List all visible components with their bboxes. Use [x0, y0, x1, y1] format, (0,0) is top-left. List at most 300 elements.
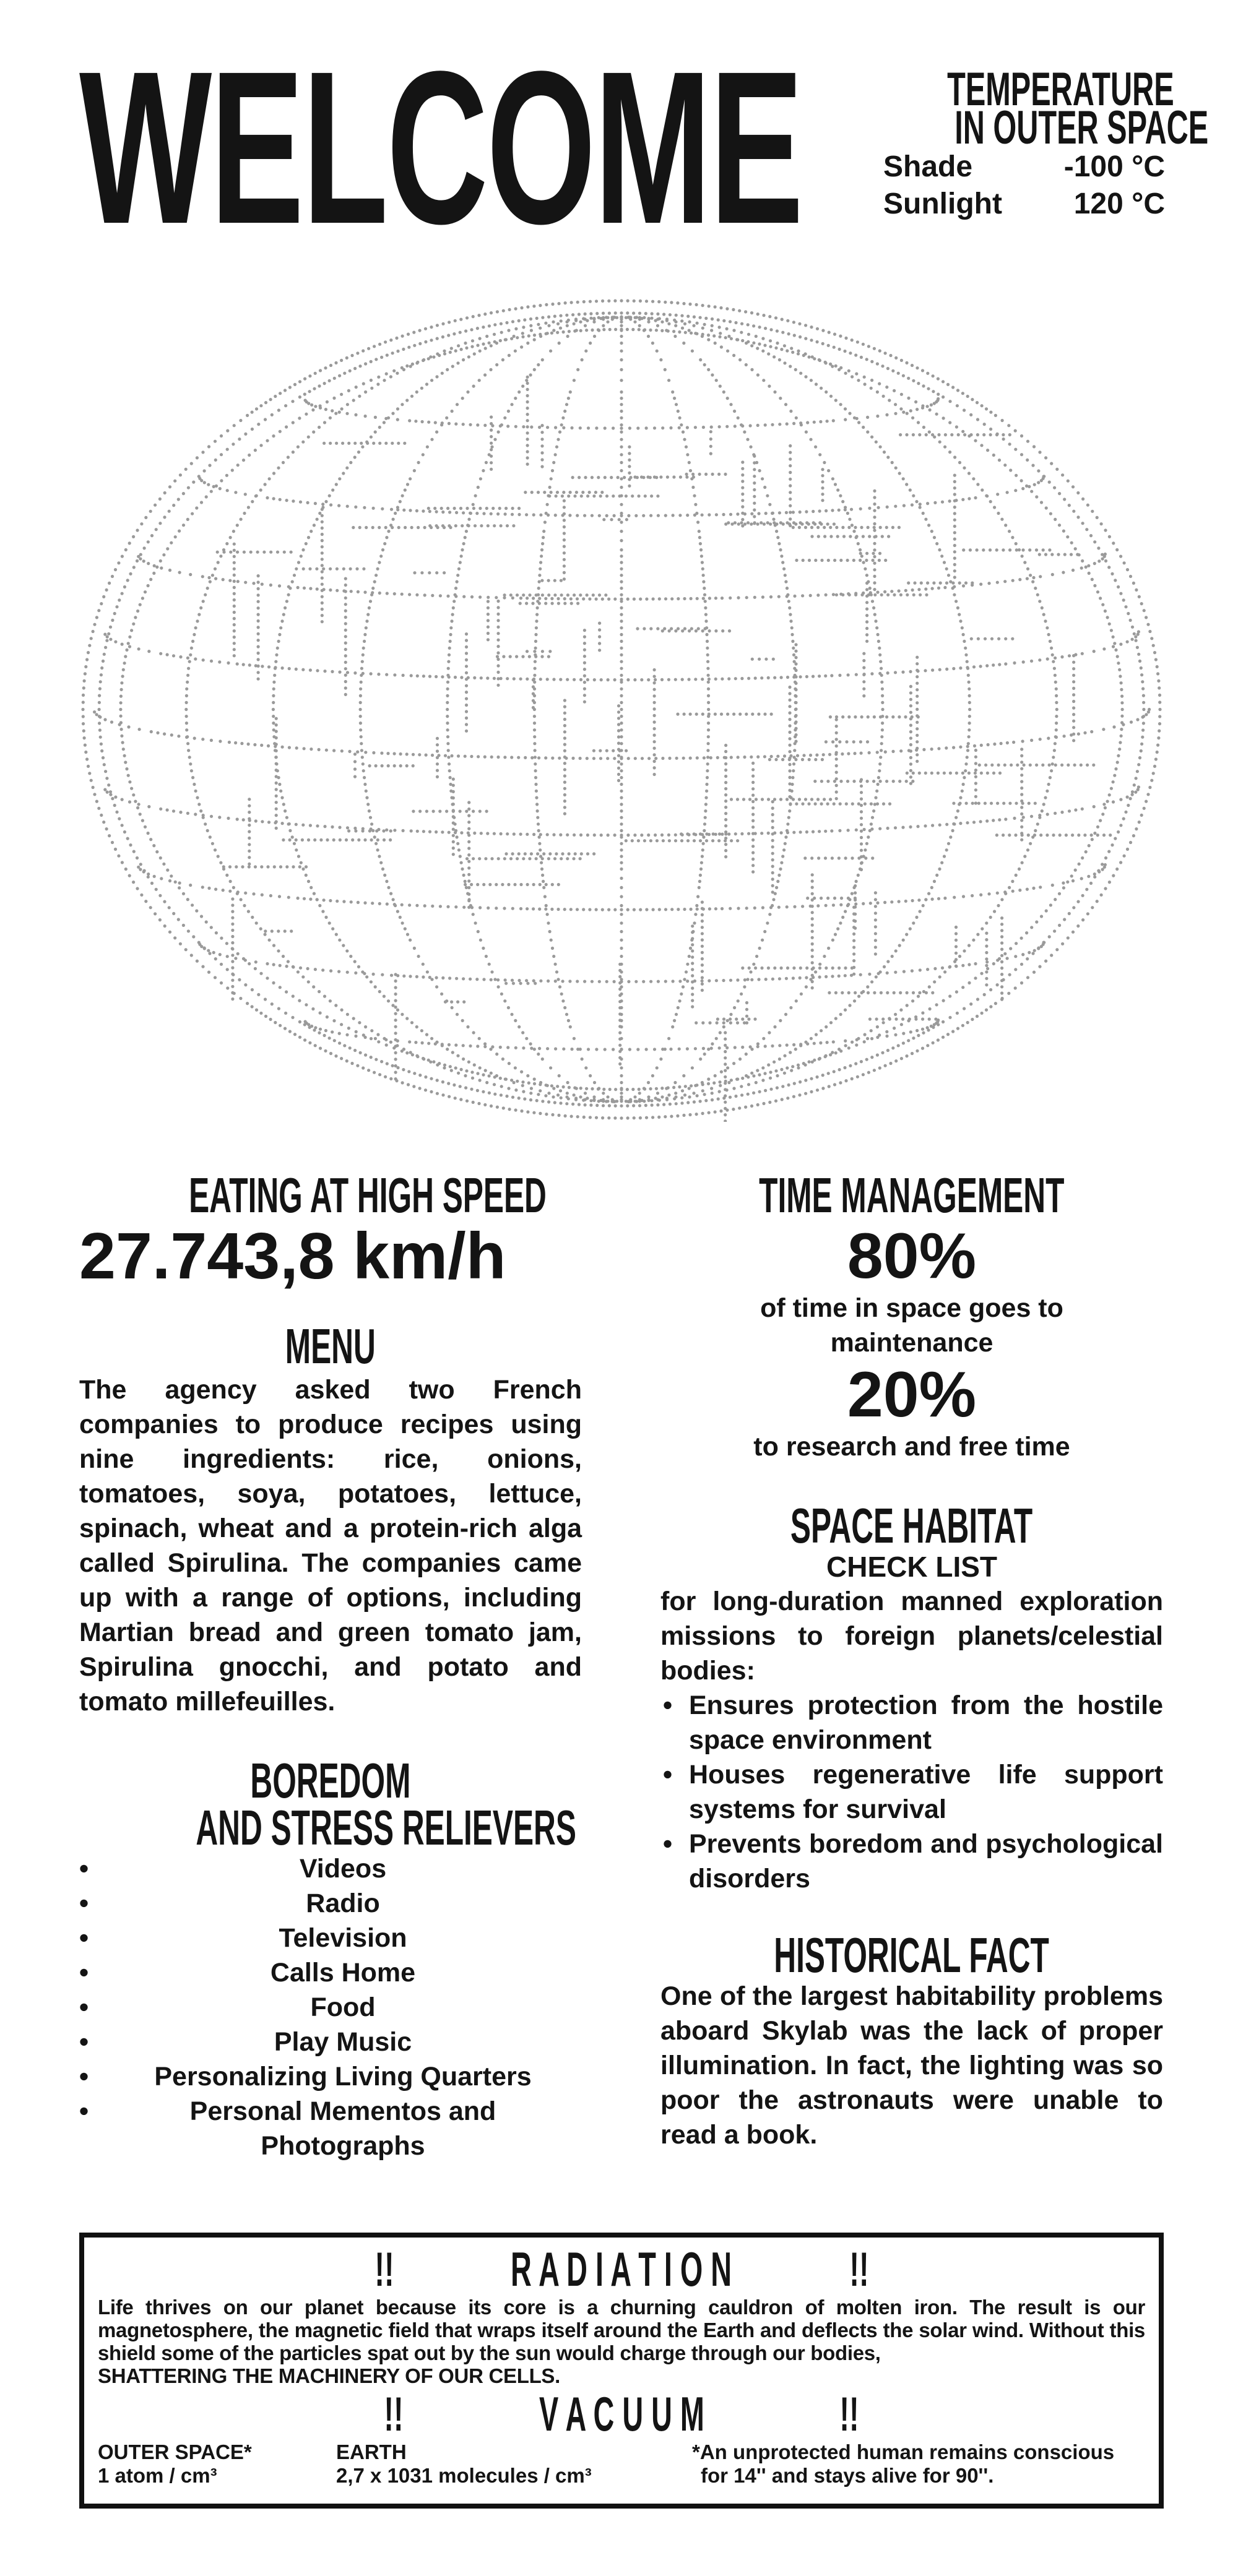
- globe-dot: [711, 1042, 714, 1045]
- globe-dot: [804, 1041, 807, 1044]
- globe-dot: [1026, 848, 1029, 851]
- globe-dot: [545, 512, 548, 515]
- globe-dot: [811, 905, 814, 908]
- globe-dot: [306, 501, 310, 504]
- globe-dot: [1023, 561, 1026, 564]
- globe-dot: [293, 1033, 297, 1036]
- globe-dot: [586, 757, 589, 760]
- globe-dot: [93, 710, 96, 713]
- globe-dot: [297, 561, 300, 564]
- globe-dot: [168, 510, 171, 513]
- globe-dot: [272, 497, 275, 500]
- globe-dot: [284, 1027, 287, 1030]
- globe-dot: [658, 597, 661, 600]
- globe-dot: [466, 1025, 469, 1028]
- globe-dot: [790, 347, 793, 350]
- globe-dot: [558, 757, 561, 760]
- globe-dot: [1020, 767, 1023, 770]
- globe-dot: [554, 453, 557, 456]
- globe-dot: [676, 301, 679, 304]
- globe-dot: [483, 1103, 487, 1106]
- globe-dot: [452, 606, 455, 610]
- globe-dot: [119, 708, 122, 711]
- globe-dot: [694, 503, 697, 506]
- globe-dot: [855, 1043, 858, 1046]
- globe-dot: [788, 686, 791, 689]
- globe-dot: [344, 603, 347, 606]
- globe-dot: [291, 835, 294, 838]
- globe-dot: [870, 387, 873, 390]
- globe-dot: [344, 693, 347, 696]
- globe-dot: [220, 937, 223, 940]
- globe-dot: [1061, 942, 1064, 946]
- globe-dot: [601, 299, 604, 303]
- globe-dot: [275, 788, 278, 791]
- globe-dot: [949, 835, 952, 838]
- globe-dot: [194, 626, 197, 629]
- globe-dot: [620, 762, 623, 765]
- globe-dot: [830, 674, 833, 677]
- globe-dot: [662, 1103, 665, 1106]
- globe-dot: [570, 1048, 573, 1051]
- globe-dot: [238, 978, 241, 981]
- globe-dot: [928, 1017, 931, 1020]
- globe-dot: [781, 855, 784, 858]
- globe-dot: [554, 963, 557, 966]
- globe-dot: [620, 1116, 623, 1119]
- globe-dot: [704, 600, 707, 603]
- globe-dot: [264, 933, 267, 936]
- globe-dot: [1126, 568, 1129, 571]
- globe-dot: [461, 1019, 464, 1022]
- globe-dot: [1093, 650, 1096, 653]
- globe-dot: [465, 1100, 469, 1103]
- globe-dot: [579, 857, 582, 860]
- globe-dot: [1101, 558, 1104, 561]
- globe-dot: [335, 483, 338, 486]
- globe-dot: [493, 524, 496, 527]
- globe-dot: [639, 598, 642, 601]
- globe-dot: [399, 752, 402, 756]
- globe-dot: [342, 944, 345, 947]
- globe-dot: [277, 640, 280, 643]
- globe-dot: [937, 393, 940, 396]
- globe-dot: [714, 597, 717, 600]
- globe-dot: [280, 619, 284, 622]
- globe-dot: [1020, 981, 1023, 984]
- globe-dot: [478, 379, 481, 382]
- globe-dot: [485, 955, 488, 958]
- globe-dot: [1004, 892, 1007, 895]
- globe-dot: [231, 960, 234, 963]
- globe-dot: [1101, 812, 1104, 816]
- globe-dot: [563, 705, 566, 709]
- globe-dot: [761, 1079, 764, 1082]
- globe-dot: [490, 422, 493, 425]
- globe-dot: [1146, 623, 1149, 626]
- globe-dot: [547, 1100, 550, 1103]
- globe-dot: [620, 769, 623, 772]
- globe-dot: [620, 667, 623, 670]
- globe-dot: [1061, 473, 1064, 476]
- globe-dot: [1113, 642, 1116, 645]
- globe-dot: [552, 1087, 555, 1090]
- globe-dot: [623, 476, 626, 479]
- globe-dot: [362, 647, 365, 650]
- globe-dot: [337, 970, 340, 973]
- globe-dot: [279, 498, 282, 501]
- globe-dot: [1081, 894, 1084, 897]
- globe-dot: [534, 640, 537, 643]
- globe-dot: [911, 364, 914, 367]
- globe-dot: [753, 515, 756, 518]
- globe-dot: [447, 667, 450, 670]
- globe-dot: [1147, 710, 1150, 713]
- globe-dot: [526, 342, 529, 345]
- globe-dot: [967, 772, 971, 775]
- globe-dot: [401, 335, 404, 338]
- globe-dot: [886, 827, 890, 830]
- globe-dot: [212, 485, 215, 488]
- globe-dot: [877, 783, 880, 786]
- globe-dot: [1140, 749, 1143, 752]
- globe-dot: [767, 676, 770, 679]
- globe-dot: [570, 426, 573, 429]
- globe-dot: [461, 524, 464, 527]
- globe-dot: [1102, 803, 1106, 806]
- globe-dot: [490, 1105, 493, 1108]
- globe-dot: [689, 947, 692, 950]
- globe-dot: [810, 1037, 813, 1040]
- globe-dot: [806, 421, 809, 424]
- globe-dot: [1000, 941, 1003, 944]
- globe-dot: [147, 584, 150, 587]
- globe-dot: [565, 1095, 568, 1098]
- globe-dot: [617, 742, 620, 745]
- globe-dot: [191, 903, 194, 907]
- globe-dot: [310, 747, 313, 751]
- globe-dot: [738, 1058, 742, 1061]
- globe-dot: [586, 593, 589, 597]
- globe-dot: [127, 642, 130, 645]
- globe-dot: [1004, 817, 1007, 821]
- globe-dot: [926, 405, 929, 408]
- globe-dot: [428, 510, 431, 513]
- globe-dot: [1009, 468, 1012, 472]
- globe-dot: [897, 1044, 900, 1047]
- globe-dot: [1020, 747, 1023, 751]
- globe-dot: [901, 1017, 904, 1020]
- globe-dot: [581, 491, 584, 494]
- globe-dot: [331, 670, 334, 673]
- globe-dot: [909, 670, 912, 673]
- globe-dot: [699, 832, 702, 835]
- globe-dot: [885, 1035, 888, 1038]
- globe-dot: [985, 921, 988, 924]
- globe-dot: [231, 916, 234, 920]
- globe-dot: [690, 332, 693, 335]
- globe-dot: [159, 559, 162, 562]
- globe-dot: [519, 982, 522, 985]
- globe-dot: [185, 728, 188, 731]
- globe-dot: [963, 408, 966, 411]
- globe-dot: [638, 324, 641, 327]
- globe-dot: [935, 1003, 938, 1006]
- globe-dot: [206, 587, 209, 590]
- globe-dot: [1042, 548, 1045, 551]
- globe-dot: [303, 377, 306, 381]
- globe-dot: [416, 830, 419, 833]
- globe-dot: [634, 980, 638, 983]
- globe-dot: [125, 648, 128, 652]
- globe-dot: [792, 510, 795, 514]
- globe-dot: [704, 816, 707, 819]
- globe-dot: [428, 675, 431, 678]
- globe-dot: [186, 735, 189, 738]
- globe-dot: [937, 1038, 940, 1041]
- globe-dot: [121, 592, 124, 595]
- globe-dot: [586, 852, 589, 855]
- globe-dot: [750, 512, 753, 515]
- globe-dot: [297, 586, 300, 589]
- globe-dot: [1026, 957, 1029, 960]
- globe-dot: [763, 1072, 766, 1075]
- globe-dot: [789, 803, 792, 806]
- globe-dot: [376, 848, 379, 851]
- globe-dot: [789, 613, 792, 616]
- globe-dot: [702, 426, 705, 429]
- globe-dot: [452, 332, 456, 335]
- globe-dot: [581, 358, 584, 361]
- globe-dot: [95, 800, 98, 803]
- globe-dot: [877, 640, 880, 643]
- globe-dot: [465, 530, 468, 533]
- globe-dot: [989, 428, 992, 431]
- globe-dot: [347, 389, 350, 392]
- globe-dot: [1011, 579, 1015, 582]
- globe-dot: [584, 1103, 587, 1106]
- globe-dot: [240, 898, 243, 901]
- globe-dot: [606, 757, 609, 760]
- globe-dot: [576, 301, 579, 304]
- globe-dot: [338, 1041, 341, 1045]
- globe-dot: [893, 1027, 896, 1030]
- globe-dot: [620, 848, 623, 851]
- globe-dot: [120, 728, 123, 731]
- globe-dot: [852, 530, 855, 533]
- globe-dot: [106, 791, 109, 794]
- globe-dot: [737, 596, 740, 599]
- globe-dot: [1038, 600, 1041, 603]
- globe-dot: [537, 822, 540, 825]
- globe-dot: [232, 442, 235, 446]
- globe-dot: [197, 803, 201, 806]
- globe-dot: [751, 851, 755, 854]
- globe-dot: [485, 461, 488, 464]
- globe-dot: [864, 848, 867, 851]
- globe-dot: [620, 446, 623, 449]
- globe-dot: [967, 963, 971, 966]
- globe-dot: [84, 672, 87, 675]
- globe-dot: [121, 798, 124, 801]
- globe-dot: [412, 764, 415, 767]
- globe-dot: [451, 1051, 454, 1054]
- globe-dot: [187, 667, 190, 670]
- globe-dot: [549, 1066, 552, 1069]
- globe-dot: [781, 1085, 784, 1088]
- globe-dot: [507, 1087, 510, 1090]
- globe-dot: [517, 1025, 521, 1028]
- globe-dot: [1141, 736, 1144, 739]
- globe-dot: [526, 678, 529, 681]
- globe-dot: [602, 1088, 605, 1091]
- globe-dot: [670, 597, 673, 600]
- globe-dot: [430, 338, 433, 342]
- globe-dot: [226, 986, 229, 989]
- globe-dot: [554, 514, 557, 517]
- globe-dot: [802, 754, 805, 757]
- globe-dot: [254, 960, 258, 963]
- globe-dot: [776, 536, 779, 539]
- globe-dot: [680, 1101, 683, 1105]
- globe-dot: [1093, 832, 1096, 835]
- globe-dot: [408, 903, 411, 907]
- globe-dot: [496, 626, 500, 629]
- globe-dot: [316, 898, 319, 901]
- globe-dot: [363, 776, 366, 779]
- globe-dot: [811, 911, 814, 914]
- globe-dot: [1013, 817, 1016, 820]
- globe-dot: [886, 593, 890, 597]
- globe-dot: [753, 455, 756, 458]
- globe-dot: [1091, 906, 1094, 909]
- globe-dot: [533, 715, 536, 718]
- globe-dot: [98, 701, 101, 704]
- globe-dot: [696, 597, 699, 600]
- globe-dot: [801, 905, 804, 908]
- globe-dot: [130, 787, 133, 790]
- globe-dot: [358, 395, 361, 398]
- globe-dot: [736, 338, 739, 341]
- globe-dot: [657, 980, 660, 983]
- globe-dot: [859, 548, 862, 551]
- globe-dot: [1003, 463, 1006, 467]
- globe-dot: [682, 757, 685, 760]
- globe-dot: [860, 554, 864, 558]
- globe-dot: [1065, 834, 1068, 837]
- globe-dot: [862, 673, 865, 676]
- globe-dot: [345, 1033, 348, 1036]
- globe-dot: [573, 834, 576, 837]
- globe-dot: [366, 803, 370, 806]
- globe-dot: [396, 1009, 399, 1012]
- globe-dot: [792, 1043, 795, 1046]
- globe-dot: [893, 389, 896, 392]
- globe-dot: [930, 772, 933, 775]
- globe-dot: [755, 335, 758, 338]
- globe-dot: [1020, 479, 1023, 482]
- globe-dot: [1093, 562, 1096, 565]
- globe-dot: [556, 1093, 560, 1096]
- globe-dot: [449, 1065, 452, 1068]
- globe-dot: [620, 829, 623, 832]
- globe-dot: [465, 507, 469, 510]
- globe-dot: [906, 772, 909, 775]
- globe-dot: [563, 793, 566, 796]
- globe-dot: [412, 331, 415, 334]
- globe-dot: [682, 1114, 685, 1117]
- globe-dot: [692, 324, 695, 327]
- globe-dot: [633, 598, 636, 601]
- globe-dot: [707, 1077, 710, 1080]
- globe-dot: [620, 947, 623, 950]
- globe-dot: [144, 825, 147, 829]
- globe-dot: [482, 978, 485, 981]
- globe-dot: [1026, 976, 1029, 979]
- globe-dot: [559, 1101, 562, 1105]
- globe-dot: [953, 593, 956, 597]
- globe-dot: [767, 798, 770, 801]
- globe-dot: [279, 1024, 282, 1027]
- globe-dot: [331, 825, 334, 829]
- globe-dot: [700, 554, 703, 558]
- globe-dot: [1108, 535, 1111, 538]
- globe-dot: [714, 1110, 717, 1113]
- globe-dot: [402, 368, 405, 371]
- globe-dot: [868, 507, 871, 510]
- globe-dot: [1076, 491, 1080, 494]
- globe-dot: [1081, 808, 1084, 811]
- globe-dot: [883, 901, 886, 904]
- globe-dot: [600, 678, 603, 681]
- globe-dot: [287, 896, 290, 899]
- globe-dot: [617, 779, 620, 782]
- globe-dot: [669, 426, 672, 429]
- globe-dot: [653, 727, 656, 730]
- globe-dot: [794, 669, 797, 672]
- globe-dot: [672, 980, 675, 983]
- globe-dot: [266, 962, 269, 965]
- globe-dot: [402, 829, 405, 832]
- globe-dot: [387, 416, 390, 420]
- globe-dot: [118, 817, 121, 821]
- globe-dot: [1015, 802, 1018, 805]
- globe-dot: [134, 616, 137, 619]
- globe-dot: [249, 551, 253, 554]
- globe-dot: [660, 1087, 664, 1090]
- globe-dot: [314, 372, 317, 375]
- globe-dot: [620, 803, 623, 806]
- globe-dot: [573, 678, 576, 681]
- globe-dot: [668, 757, 671, 760]
- globe-dot: [620, 647, 623, 650]
- globe-dot: [764, 423, 767, 426]
- globe-dot: [788, 737, 791, 740]
- globe-dot: [636, 426, 639, 429]
- globe-dot: [229, 551, 232, 554]
- globe-dot: [595, 312, 599, 315]
- globe-dot: [605, 980, 608, 983]
- globe-dot: [251, 916, 254, 919]
- globe-dot: [114, 796, 117, 799]
- globe-dot: [745, 1008, 748, 1011]
- globe-dot: [427, 421, 430, 424]
- globe-dot: [233, 424, 236, 427]
- globe-dot: [565, 321, 568, 324]
- globe-dot: [747, 521, 750, 524]
- globe-dot: [537, 1093, 540, 1096]
- globe-dot: [997, 904, 1000, 907]
